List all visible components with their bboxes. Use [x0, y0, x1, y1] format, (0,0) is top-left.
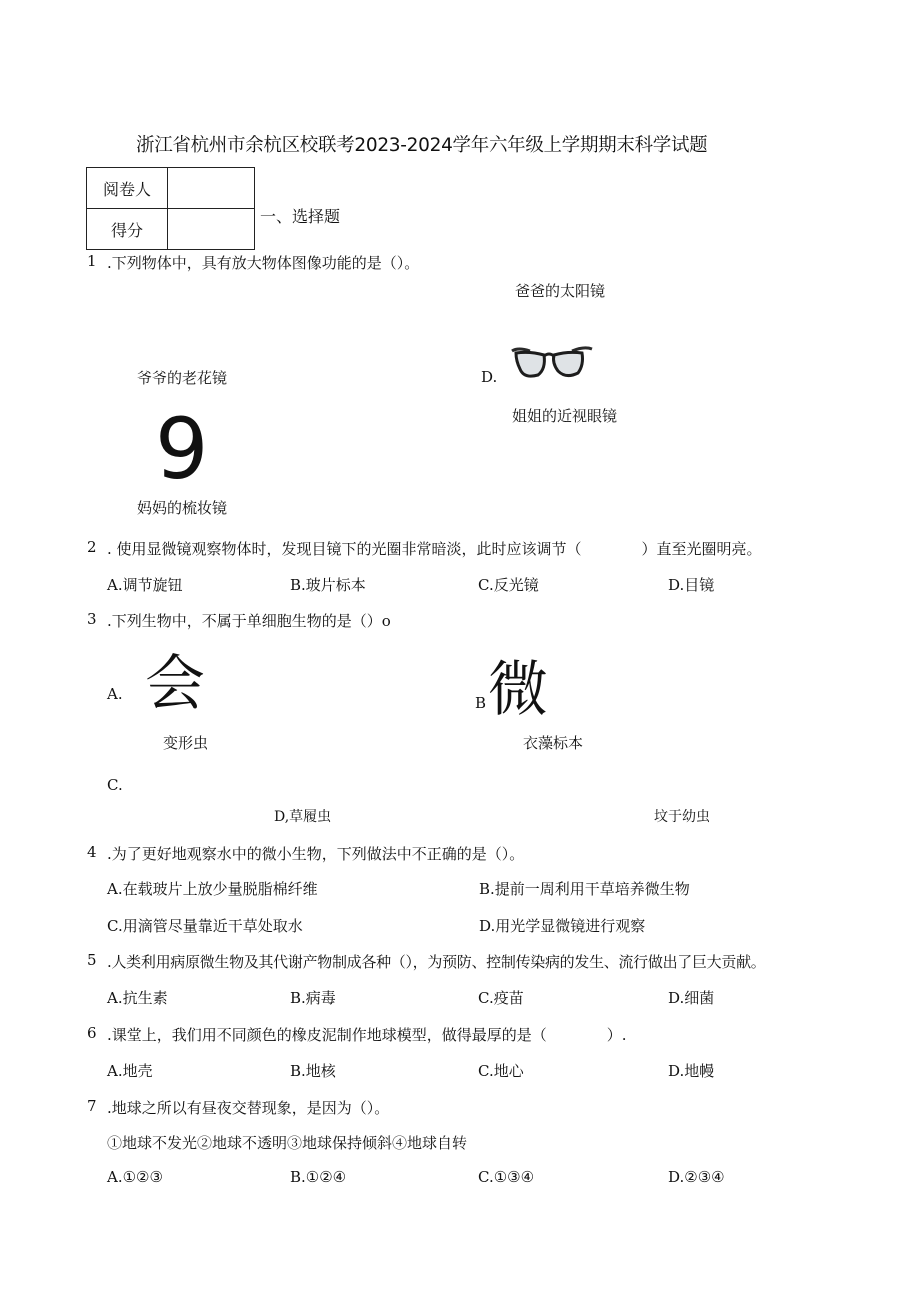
question-stem: .人类利用病原微生物及其代谢产物制成各种（），为预防、控制传染病的发生、流行做出了巨大贡献。	[107, 953, 766, 971]
page-title: 浙江省杭州市余杭区校联考2023-2024学年六年级上学期期末科学试题	[136, 135, 708, 156]
question-stem: .下列生物中，不属于单细胞生物的是（）o	[107, 612, 391, 630]
question-stem: .下列物体中，具有放大物体图像功能的是（）。	[107, 254, 420, 272]
question-number: 4	[87, 843, 97, 861]
reviewer-label: 阅卷人	[87, 168, 168, 209]
question-number: 2	[87, 538, 97, 556]
cut-caption: 衣藻标本	[523, 734, 584, 752]
option-c[interactable]: C.疫苗	[478, 989, 524, 1007]
image-caption: 坟于幼虫	[654, 809, 710, 825]
option-label[interactable]: C.	[107, 776, 123, 794]
statement-list: ①地球不发光②地球不透明③地球保持倾斜④地球自转	[107, 1134, 468, 1152]
mirror-glyph: 9	[155, 400, 209, 498]
option-d[interactable]: D,草履虫	[274, 809, 332, 825]
option-label[interactable]: A.	[107, 685, 123, 703]
option-c[interactable]: C.反光镜	[478, 576, 539, 594]
eyeglasses-icon	[508, 343, 594, 385]
option-a[interactable]: A.调节旋钮	[107, 576, 183, 594]
question-stem: .为了更好地观察水中的微小生物，下列做法中不正确的是（）。	[107, 845, 525, 863]
option-b[interactable]: B.玻片标本	[290, 576, 366, 594]
option-label[interactable]: D.	[481, 368, 498, 386]
organism-glyph-b: 微	[488, 655, 548, 725]
question-number: 3	[87, 610, 97, 628]
option-b[interactable]: B.病毒	[290, 989, 336, 1007]
option-a[interactable]: A.地壳	[107, 1062, 153, 1080]
question-number: 1	[87, 252, 97, 270]
score-table	[86, 167, 255, 250]
image-caption: 妈妈的梳妆镜	[137, 499, 228, 517]
question-stem: . 使用显微镜观察物体时，发现目镜下的光圈非常暗淡，此时应该调节（ ）直至光圈明亮。	[107, 540, 762, 558]
question-number: 7	[87, 1097, 97, 1115]
section-heading: 一、选择题	[260, 207, 341, 226]
option-d[interactable]: D.用光学显微镜进行观察	[479, 917, 646, 935]
option-b[interactable]: B.提前一周利用干草培养微生物	[479, 880, 690, 898]
image-caption: 爷爷的老花镜	[137, 369, 228, 387]
score-field[interactable]	[168, 209, 255, 250]
question-stem: .地球之所以有昼夜交替现象，是因为（）。	[107, 1099, 390, 1117]
option-d[interactable]: D.地幔	[668, 1062, 715, 1080]
reviewer-field[interactable]	[168, 168, 255, 209]
option-d[interactable]: D.目镜	[668, 576, 715, 594]
option-a[interactable]: A.在载玻片上放少量脱脂棉纤维	[107, 880, 318, 898]
image-caption: 姐姐的近视眼镜	[512, 407, 618, 425]
option-b[interactable]: B.地核	[290, 1062, 336, 1080]
organism-glyph-a: 会	[145, 649, 205, 719]
option-c[interactable]: C.用滴管尽量靠近干草处取水	[107, 917, 303, 935]
option-d[interactable]: D.细菌	[668, 989, 715, 1007]
score-label: 得分	[87, 209, 168, 250]
cut-caption: 变形虫	[163, 734, 209, 752]
option-d[interactable]: D.②③④	[668, 1168, 725, 1186]
option-label[interactable]: B	[475, 694, 487, 712]
image-caption: 爸爸的太阳镜	[515, 282, 606, 300]
question-stem: .课堂上，我们用不同颜色的橡皮泥制作地球模型，做得最厚的是（ ）.	[107, 1026, 627, 1044]
option-c[interactable]: C.①③④	[478, 1168, 535, 1186]
option-a[interactable]: A.抗生素	[107, 989, 168, 1007]
option-a[interactable]: A.①②③	[107, 1168, 163, 1186]
question-number: 6	[87, 1024, 97, 1042]
option-b[interactable]: B.①②④	[290, 1168, 347, 1186]
option-c[interactable]: C.地心	[478, 1062, 524, 1080]
question-number: 5	[87, 951, 97, 969]
